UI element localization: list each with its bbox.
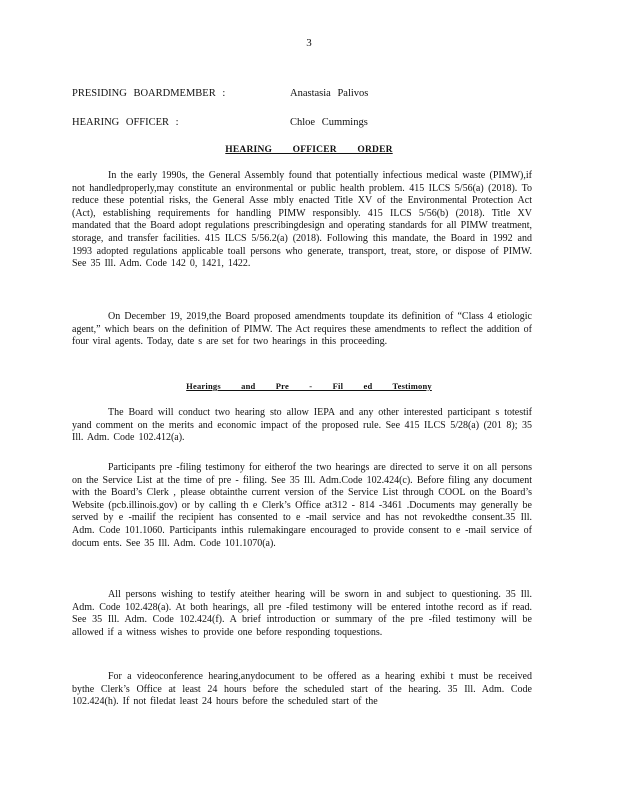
paragraph-background: In the early 1990s, the General Assembly found that potentially infectious medical waste (PIMW),if not handledproperly,may constitute an environmental or public health problem. 415 ILCS 5/56(a) (2018). To reduce these potential risks, the General Asse mbly enacted Title XV of the Environmental Protection Act (Act), establishing requirements for handling PIMW responsibly. 415 ILCS 5/56(b) (2018). Title XV mandated that the Board adopt regulations prescribingdesign and operating standards for all PIMW treatment, storage, and transfer facilities. 415 ILCS 5/56.2(a) (2018). Following this mandate, the Board in 1992 and 1993 adopted regulations applicable toall persons who generate, transport, treat, store, or dispose of PIMW. See 35 Ill. Adm. Code 142 0, 1421, 1422. <box>72 170 532 270</box>
paragraph-board-hearings: The Board will conduct two hearing sto allow IEPA and any other interested participant s totestif yand comment on the merits and economic impact of the proposed rule. See 415 ILCS 5/28(a) (201 8); 35 Ill. Adm. Code 102.412(a). <box>72 407 532 444</box>
paragraph-sworn-testimony: All persons wishing to testify ateither hearing will be sworn in and subject to questioning. 35 Ill. Adm. Code 102.428(a). At both hearings, all pre -filed testimony will be entered intothe record as if read. See 35 Ill. Adm. Code 102.424(f). A brief introduction or summary of the pre -filed testimony will be allowed if a witness wishes to provide one before responding toquestions. <box>72 589 532 638</box>
presiding-board-member-name: Anastasia Palivos <box>290 88 369 99</box>
hearing-officer-label: HEARING OFFICER : <box>72 117 179 128</box>
hearing-officer-row <box>72 117 368 128</box>
presiding-board-member-label: PRESIDING BOARDMEMBER : <box>72 88 226 99</box>
paragraph-amendments: On December 19, 2019,the Board proposed amendments toupdate its definition of “Class 4 etiologic agent,” which bears on the definition of PIMW. The Act requires these amendments to reflect the addition of four viral agents. Today, date s are set for two hearings in this proceeding. <box>72 311 532 348</box>
paragraph-prefiling-service: Participants pre -filing testimony for eitherof the two hearings are directed to serve it on all persons on the Service List at the time of pre - filing. See 35 Ill. Adm.Code 102.424(c). Before filing any document with the Board’s Clerk , please obtainthe current version of the Service List through COOL on the Board’s Website (pcb.illinois.gov) or by calling th e Clerk’s Office at312 - 814 -3461 .Documents may generally be served by e -mailif the recipient has consented to e -mail service and has not revokedthe consent.35 Ill. Adm. Code 101.1060. Participants inthis rulemakingare encouraged to provide consent to e -mail service of docum ents. See 35 Ill. Adm. Code 101.1070(a). <box>72 462 532 549</box>
page-number: 3 <box>306 37 312 49</box>
paragraph-videoconference-exhibits: For a videoconference hearing,anydocument to be offered as a hearing exhibi t must be received bythe Clerk’s Office at least 24 hours before the scheduled start of the hearing. 35 Ill. Adm. Code 102.424(h). If not filedat least 24 hours before the scheduled start of the <box>72 671 532 708</box>
presiding-board-member-row <box>72 88 368 99</box>
hearing-officer-order-heading: HEARING OFFICER ORDER <box>225 145 393 155</box>
hearings-prefiled-testimony-heading: Hearings and Pre - Fil ed Testimony <box>186 381 432 391</box>
hearing-officer-name: Chloe Cummings <box>290 117 368 128</box>
